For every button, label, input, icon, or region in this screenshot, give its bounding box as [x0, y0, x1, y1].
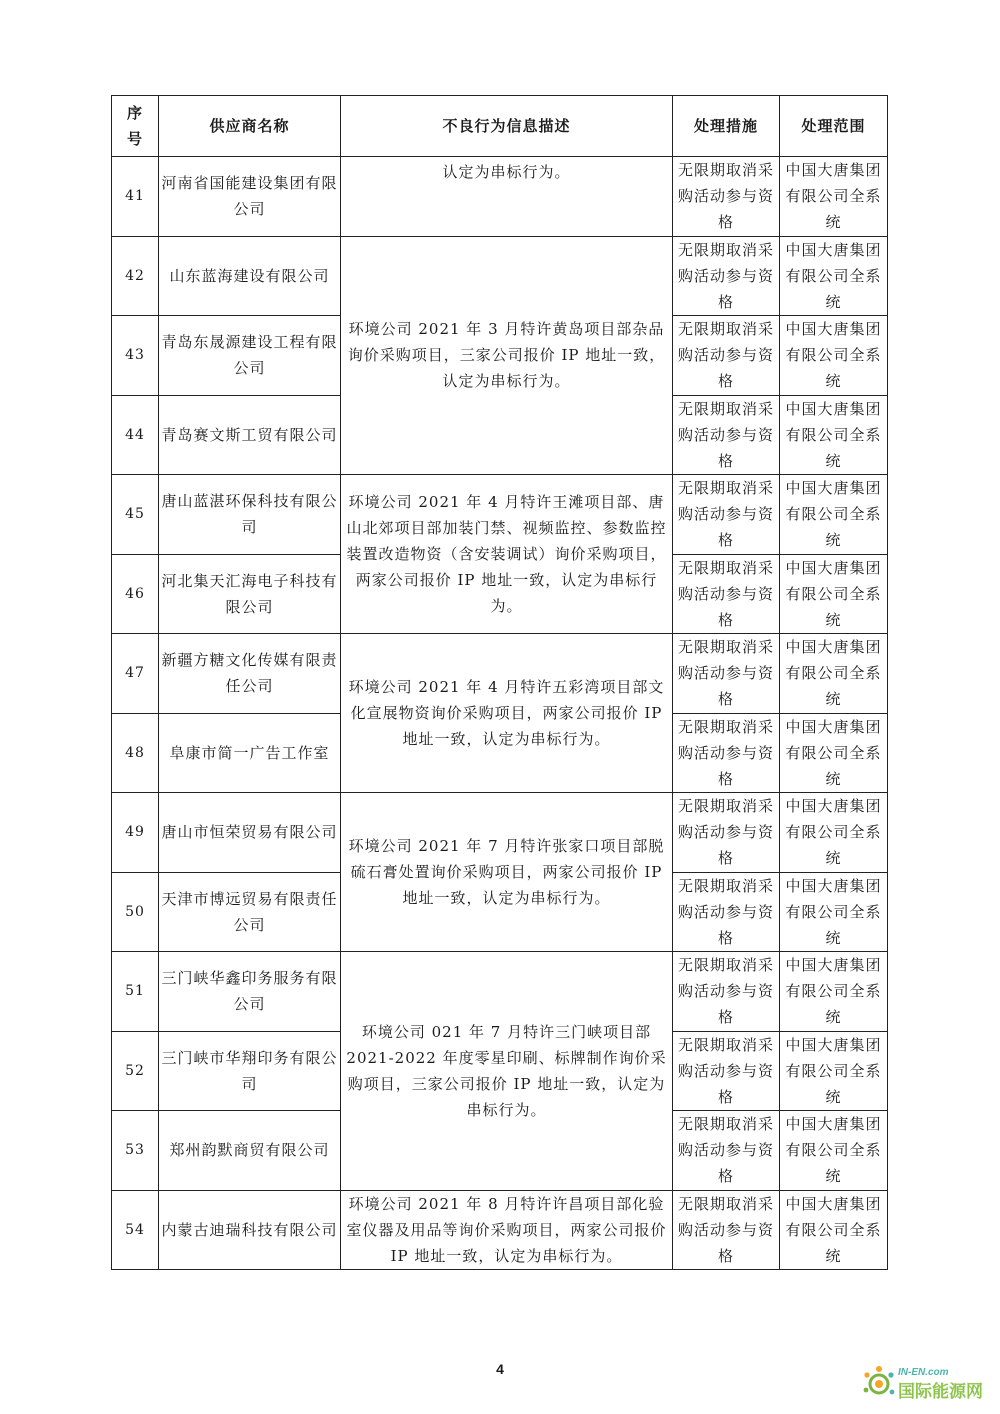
row-no: 47	[112, 634, 159, 714]
scope-cell: 中国大唐集团有限公司全系统	[780, 475, 888, 555]
supplier-name: 青岛东晟源建设工程有限公司	[159, 316, 341, 396]
measure-cell: 无限期取消采购活动参与资格	[673, 475, 780, 555]
violation-description: 环境公司 2021 年 4 月特许五彩湾项目部文化宣展物资询价采购项目，两家公司报价 IP 地址一致，认定为串标行为。	[341, 634, 673, 793]
scope-cell: 中国大唐集团有限公司全系统	[780, 157, 888, 237]
table-header-row	[112, 96, 888, 157]
logo-main-text: 国际能源网	[898, 1382, 983, 1402]
measure-cell: 无限期取消采购活动参与资格	[673, 634, 780, 714]
row-no: 48	[112, 713, 159, 793]
supplier-name: 山东蓝海建设有限公司	[159, 236, 341, 316]
row-no: 42	[112, 236, 159, 316]
supplier-name: 郑州韵默商贸有限公司	[159, 1111, 341, 1191]
measure-cell: 无限期取消采购活动参与资格	[673, 1190, 780, 1270]
sun-flower-icon	[864, 1366, 895, 1394]
measure-cell: 无限期取消采购活动参与资格	[673, 316, 780, 396]
header-measure: 处理措施	[673, 96, 780, 157]
row-no: 41	[112, 157, 159, 237]
table-row	[112, 1190, 888, 1270]
scope-cell: 中国大唐集团有限公司全系统	[780, 316, 888, 396]
supplier-name: 河北集天汇海电子科技有限公司	[159, 554, 341, 634]
measure-cell: 无限期取消采购活动参与资格	[673, 236, 780, 316]
violation-description: 环境公司 2021 年 4 月特许王滩项目部、唐山北郊项目部加装门禁、视频监控、参数监控装置改造物资（含安装调试）询价采购项目，两家公司报价 IP 地址一致，认定为串标行为。	[341, 475, 673, 634]
table-row	[112, 475, 888, 555]
scope-cell: 中国大唐集团有限公司全系统	[780, 1190, 888, 1270]
violation-description: 环境公司 2021 年 8 月特许许昌项目部化验室仪器及用品等询价采购项目，两家公司报价 IP 地址一致，认定为串标行为。	[341, 1190, 673, 1270]
row-no: 50	[112, 872, 159, 952]
row-no: 46	[112, 554, 159, 634]
supplier-name: 内蒙古迪瑞科技有限公司	[159, 1190, 341, 1270]
scope-cell: 中国大唐集团有限公司全系统	[780, 554, 888, 634]
scope-cell: 中国大唐集团有限公司全系统	[780, 634, 888, 714]
logo-sub-text: IN-EN.com	[898, 1367, 949, 1378]
row-no: 45	[112, 475, 159, 555]
scope-cell: 中国大唐集团有限公司全系统	[780, 952, 888, 1032]
row-no: 43	[112, 316, 159, 396]
scope-cell: 中国大唐集团有限公司全系统	[780, 1111, 888, 1191]
measure-cell: 无限期取消采购活动参与资格	[673, 952, 780, 1032]
measure-cell: 无限期取消采购活动参与资格	[673, 554, 780, 634]
supplier-name: 新疆方糖文化传媒有限责任公司	[159, 634, 341, 714]
table-row	[112, 634, 888, 714]
measure-cell: 无限期取消采购活动参与资格	[673, 1111, 780, 1191]
supplier-name: 唐山蓝湛环保科技有限公司	[159, 475, 341, 555]
header-name: 供应商名称	[159, 96, 341, 157]
row-no: 49	[112, 793, 159, 873]
measure-cell: 无限期取消采购活动参与资格	[673, 1031, 780, 1111]
measure-cell: 无限期取消采购活动参与资格	[673, 793, 780, 873]
row-no: 51	[112, 952, 159, 1032]
supplier-name: 天津市博远贸易有限责任公司	[159, 872, 341, 952]
scope-cell: 中国大唐集团有限公司全系统	[780, 395, 888, 475]
table-row	[112, 793, 888, 873]
header-scope: 处理范围	[780, 96, 888, 157]
header-no: 序 号	[112, 96, 159, 157]
table-row	[112, 952, 888, 1032]
supplier-table	[111, 95, 888, 1270]
row-no: 52	[112, 1031, 159, 1111]
violation-description: 环境公司 2021 年 7 月特许张家口项目部脱硫石膏处置询价采购项目，两家公司报价 IP 地址一致，认定为串标行为。	[341, 793, 673, 952]
violation-description: 环境公司 021 年 7 月特许三门峡项目部 2021-2022 年度零星印刷、标牌制作询价采购项目，三家公司报价 IP 地址一致，认定为串标行为。	[341, 952, 673, 1191]
violation-description: 认定为串标行为。	[341, 157, 673, 237]
supplier-name: 三门峡华鑫印务服务有限公司	[159, 952, 341, 1032]
in-en-logo	[862, 1352, 994, 1408]
table-row	[112, 157, 888, 237]
supplier-name: 唐山市恒荣贸易有限公司	[159, 793, 341, 873]
scope-cell: 中国大唐集团有限公司全系统	[780, 236, 888, 316]
scope-cell: 中国大唐集团有限公司全系统	[780, 1031, 888, 1111]
page-number: 4	[496, 1361, 504, 1377]
supplier-name: 三门峡市华翔印务有限公司	[159, 1031, 341, 1111]
scope-cell: 中国大唐集团有限公司全系统	[780, 713, 888, 793]
row-no: 54	[112, 1190, 159, 1270]
measure-cell: 无限期取消采购活动参与资格	[673, 872, 780, 952]
header-desc: 不良行为信息描述	[341, 96, 673, 157]
scope-cell: 中国大唐集团有限公司全系统	[780, 872, 888, 952]
row-no: 44	[112, 395, 159, 475]
supplier-name: 阜康市简一广告工作室	[159, 713, 341, 793]
supplier-name: 青岛赛文斯工贸有限公司	[159, 395, 341, 475]
measure-cell: 无限期取消采购活动参与资格	[673, 395, 780, 475]
measure-cell: 无限期取消采购活动参与资格	[673, 157, 780, 237]
scope-cell: 中国大唐集团有限公司全系统	[780, 793, 888, 873]
measure-cell: 无限期取消采购活动参与资格	[673, 713, 780, 793]
violation-description: 环境公司 2021 年 3 月特许黄岛项目部杂品询价采购项目，三家公司报价 IP 地址一致，认定为串标行为。	[341, 236, 673, 475]
row-no: 53	[112, 1111, 159, 1191]
table-row	[112, 236, 888, 316]
supplier-name: 河南省国能建设集团有限公司	[159, 157, 341, 237]
